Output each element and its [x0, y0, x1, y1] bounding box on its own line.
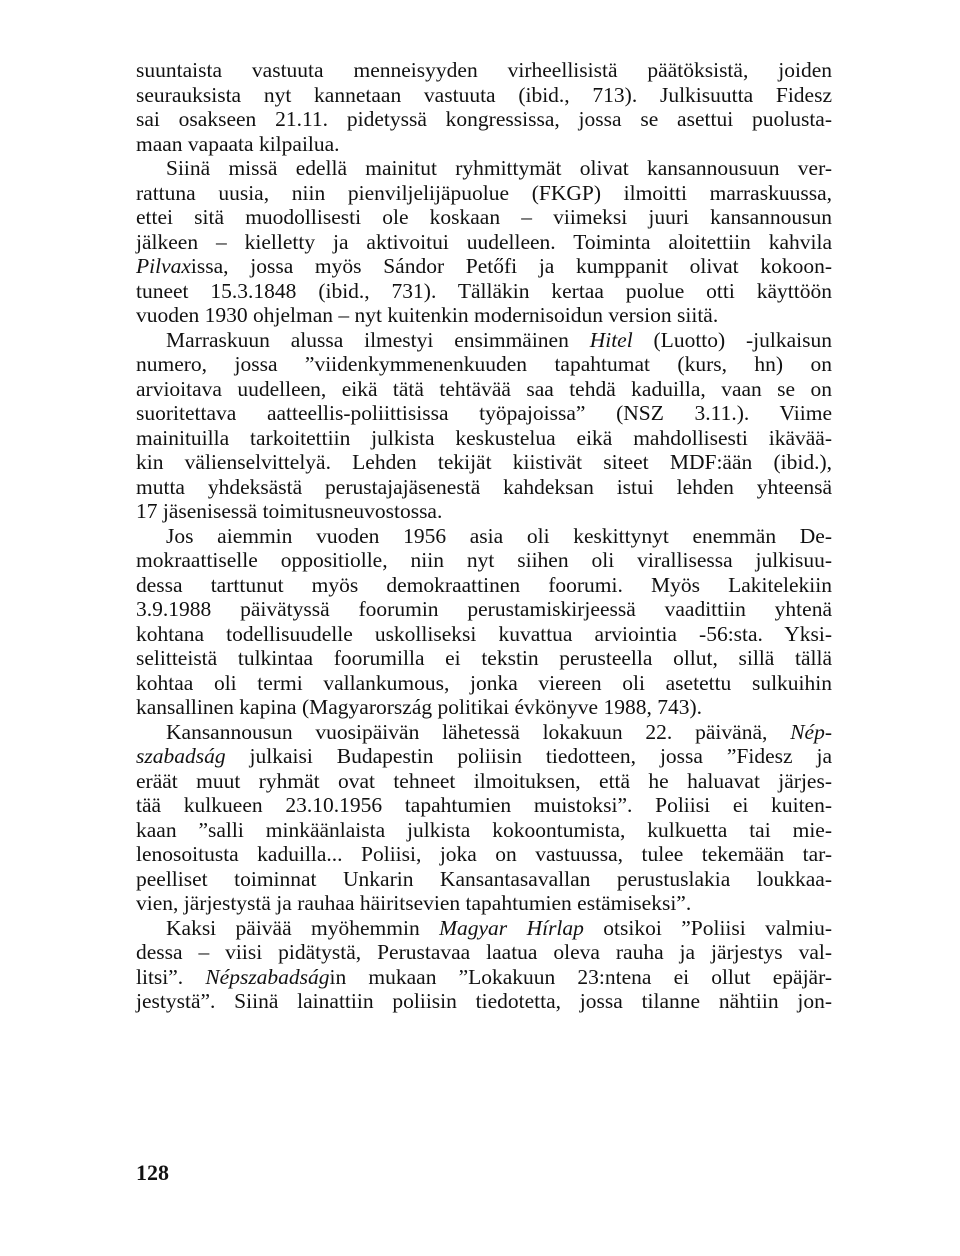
text-line: seurauksista nyt kannetaan vastuuta (ibid., 713). Julkisuutta Fidesz [136, 82, 832, 107]
text-line: kohtaa oli termi vallankumous, jonka viereen oli asetettu sulkuihin [136, 670, 832, 695]
text-line: Pilvaxissa, jossa myös Sándor Petőfi ja kumppanit olivat kokoon- [136, 254, 832, 278]
text-line: jälkeen – kielletty ja aktivoitui uudelleen. Toiminta aloitettiin kahvila [136, 229, 832, 254]
paragraph [136, 720, 832, 916]
text-line: Siinä missä edellä mainitut ryhmittymät olivat kansannousuun ver- [166, 156, 832, 180]
paragraph [136, 524, 832, 720]
italic-term: Hitel [589, 327, 633, 352]
text-line: 3.9.1988 päivätyssä foorumin perustamiskirjeessä vaadittiin yhtenä [136, 597, 832, 621]
text-line: suoritettava aatteellis-poliittisissa työpajoissa” (NSZ 3.11.). Viime [136, 401, 832, 425]
page-number: 128 [136, 1160, 169, 1185]
italic-term: Népszabadság [205, 964, 330, 989]
text-line: tää kulkueen 23.10.1956 tapahtumien muistoksi”. Poliisi ei kuiten- [136, 793, 832, 817]
text-line: eräät muut ryhmät ovat tehneet ilmoituksen, että he haluavat järjes- [136, 768, 832, 793]
paragraph [136, 156, 832, 328]
text-line: arvioitava uudelleen, eikä tätä tehtävää saa tehdä kaduilla, vaan se on [136, 376, 832, 401]
text-line: ettei sitä muodollisesti ole koskaan – viimeksi juuri kansannousun [136, 205, 832, 229]
text-line: rattuna uusia, niin pienviljelijäpuolue (FKGP) ilmoitti marraskuussa, [136, 180, 832, 205]
text-line: Kaksi päivää myöhemmin Magyar Hírlap otsikoi ”Poliisi valmiu- [166, 915, 832, 940]
text-line: dessa tarttunut myös demokraattinen foorumi. Myös Lakitelekiin [136, 572, 832, 597]
paragraph [136, 916, 832, 1014]
text-line: litsi”. Népszabadságin mukaan ”Lokakuun 23:ntena ei ollut epäjär- [136, 964, 832, 989]
text-line: 17 jäsenisessä toimitusneuvostossa. [136, 499, 443, 523]
text-line: kin välienselvittelyä. Lehden tekijät kiistivät siteet MDF:ään (ibid.), [136, 450, 832, 474]
text-line: selitteistä tulkintaa foorumilla ei tekstin perusteella ollut, sillä tällä [136, 646, 832, 670]
text-line: vuoden 1930 ohjelman – nyt kuitenkin modernisoidun version siitä. [136, 303, 719, 327]
italic-term: Pilvax [136, 254, 191, 278]
text-line: szabadság julkaisi Budapestin poliisin tiedotteen, jossa ”Fidesz ja [136, 744, 832, 768]
text-body [136, 58, 832, 1014]
paragraph [136, 58, 832, 156]
italic-term: szabadság [136, 744, 226, 768]
italic-term: Magyar Hírlap [439, 915, 584, 940]
text-line: mutta yhdeksästä perustajajäsenestä kahdeksan istui lehden yhteensä [136, 474, 832, 499]
paragraph [136, 328, 832, 524]
italic-term: Nép- [790, 719, 832, 744]
text-line: Marraskuun alussa ilmestyi ensimmäinen Hitel (Luotto) -julkaisun [166, 327, 832, 352]
text-line: jestystä”. Siinä lainattiin poliisin tiedotetta, jossa tilanne nähtiin jon- [136, 989, 832, 1013]
text-line: sai osakseen 21.11. pidetyssä kongressissa, jossa se asettui puolusta- [136, 107, 832, 131]
text-line: tuneet 15.3.1848 (ibid., 731). Tälläkin kertaa puolue otti käyttöön [136, 278, 832, 303]
text-line: lenosoitusta kaduilla... Poliisi, joka on vastuussa, tulee tekemään tar- [136, 842, 832, 866]
text-line: kansallinen kapina (Magyarország politikai évkönyve 1988, 743). [136, 695, 703, 719]
text-line: numero, jossa ”viidenkymmenenkuuden tapahtumat (kurs, hn) on [136, 352, 832, 376]
text-line: kohtana todellisuudelle uskolliseksi kuvattua arviointia -56:sta. Yksi- [136, 621, 832, 646]
text-line: vien, järjestystä ja rauhaa häiritsevien tapahtumien estämiseksi”. [136, 891, 692, 915]
text-line: dessa – viisi pidätystä, Perustavaa laatua oleva rauha ja järjestys val- [136, 940, 832, 964]
text-line: suuntaista vastuuta menneisyyden virheellisistä päätöksistä, joiden [136, 58, 832, 82]
text-line: Kansannousun vuosipäivän lähetessä lokakuun 22. päivänä, Nép- [166, 719, 832, 744]
text-line: Jos aiemmin vuoden 1956 asia oli keskittynyt enemmän De- [166, 523, 832, 548]
text-line: mainituilla tarkoitettiin julkista keskustelua eikä mahdollisesti ikävää- [136, 425, 832, 450]
text-line: kaan ”salli minkäänlaista julkista kokoontumista, kulkuetta tai mie- [136, 817, 832, 842]
text-line: peelliset toiminnat Unkarin Kansantasavallan perustuslakia loukkaa- [136, 866, 832, 891]
text-line: mokraattiselle oppositiolle, niin nyt siihen oli virallisessa julkisuu- [136, 548, 832, 572]
text-line: maan vapaata kilpailua. [136, 131, 340, 156]
